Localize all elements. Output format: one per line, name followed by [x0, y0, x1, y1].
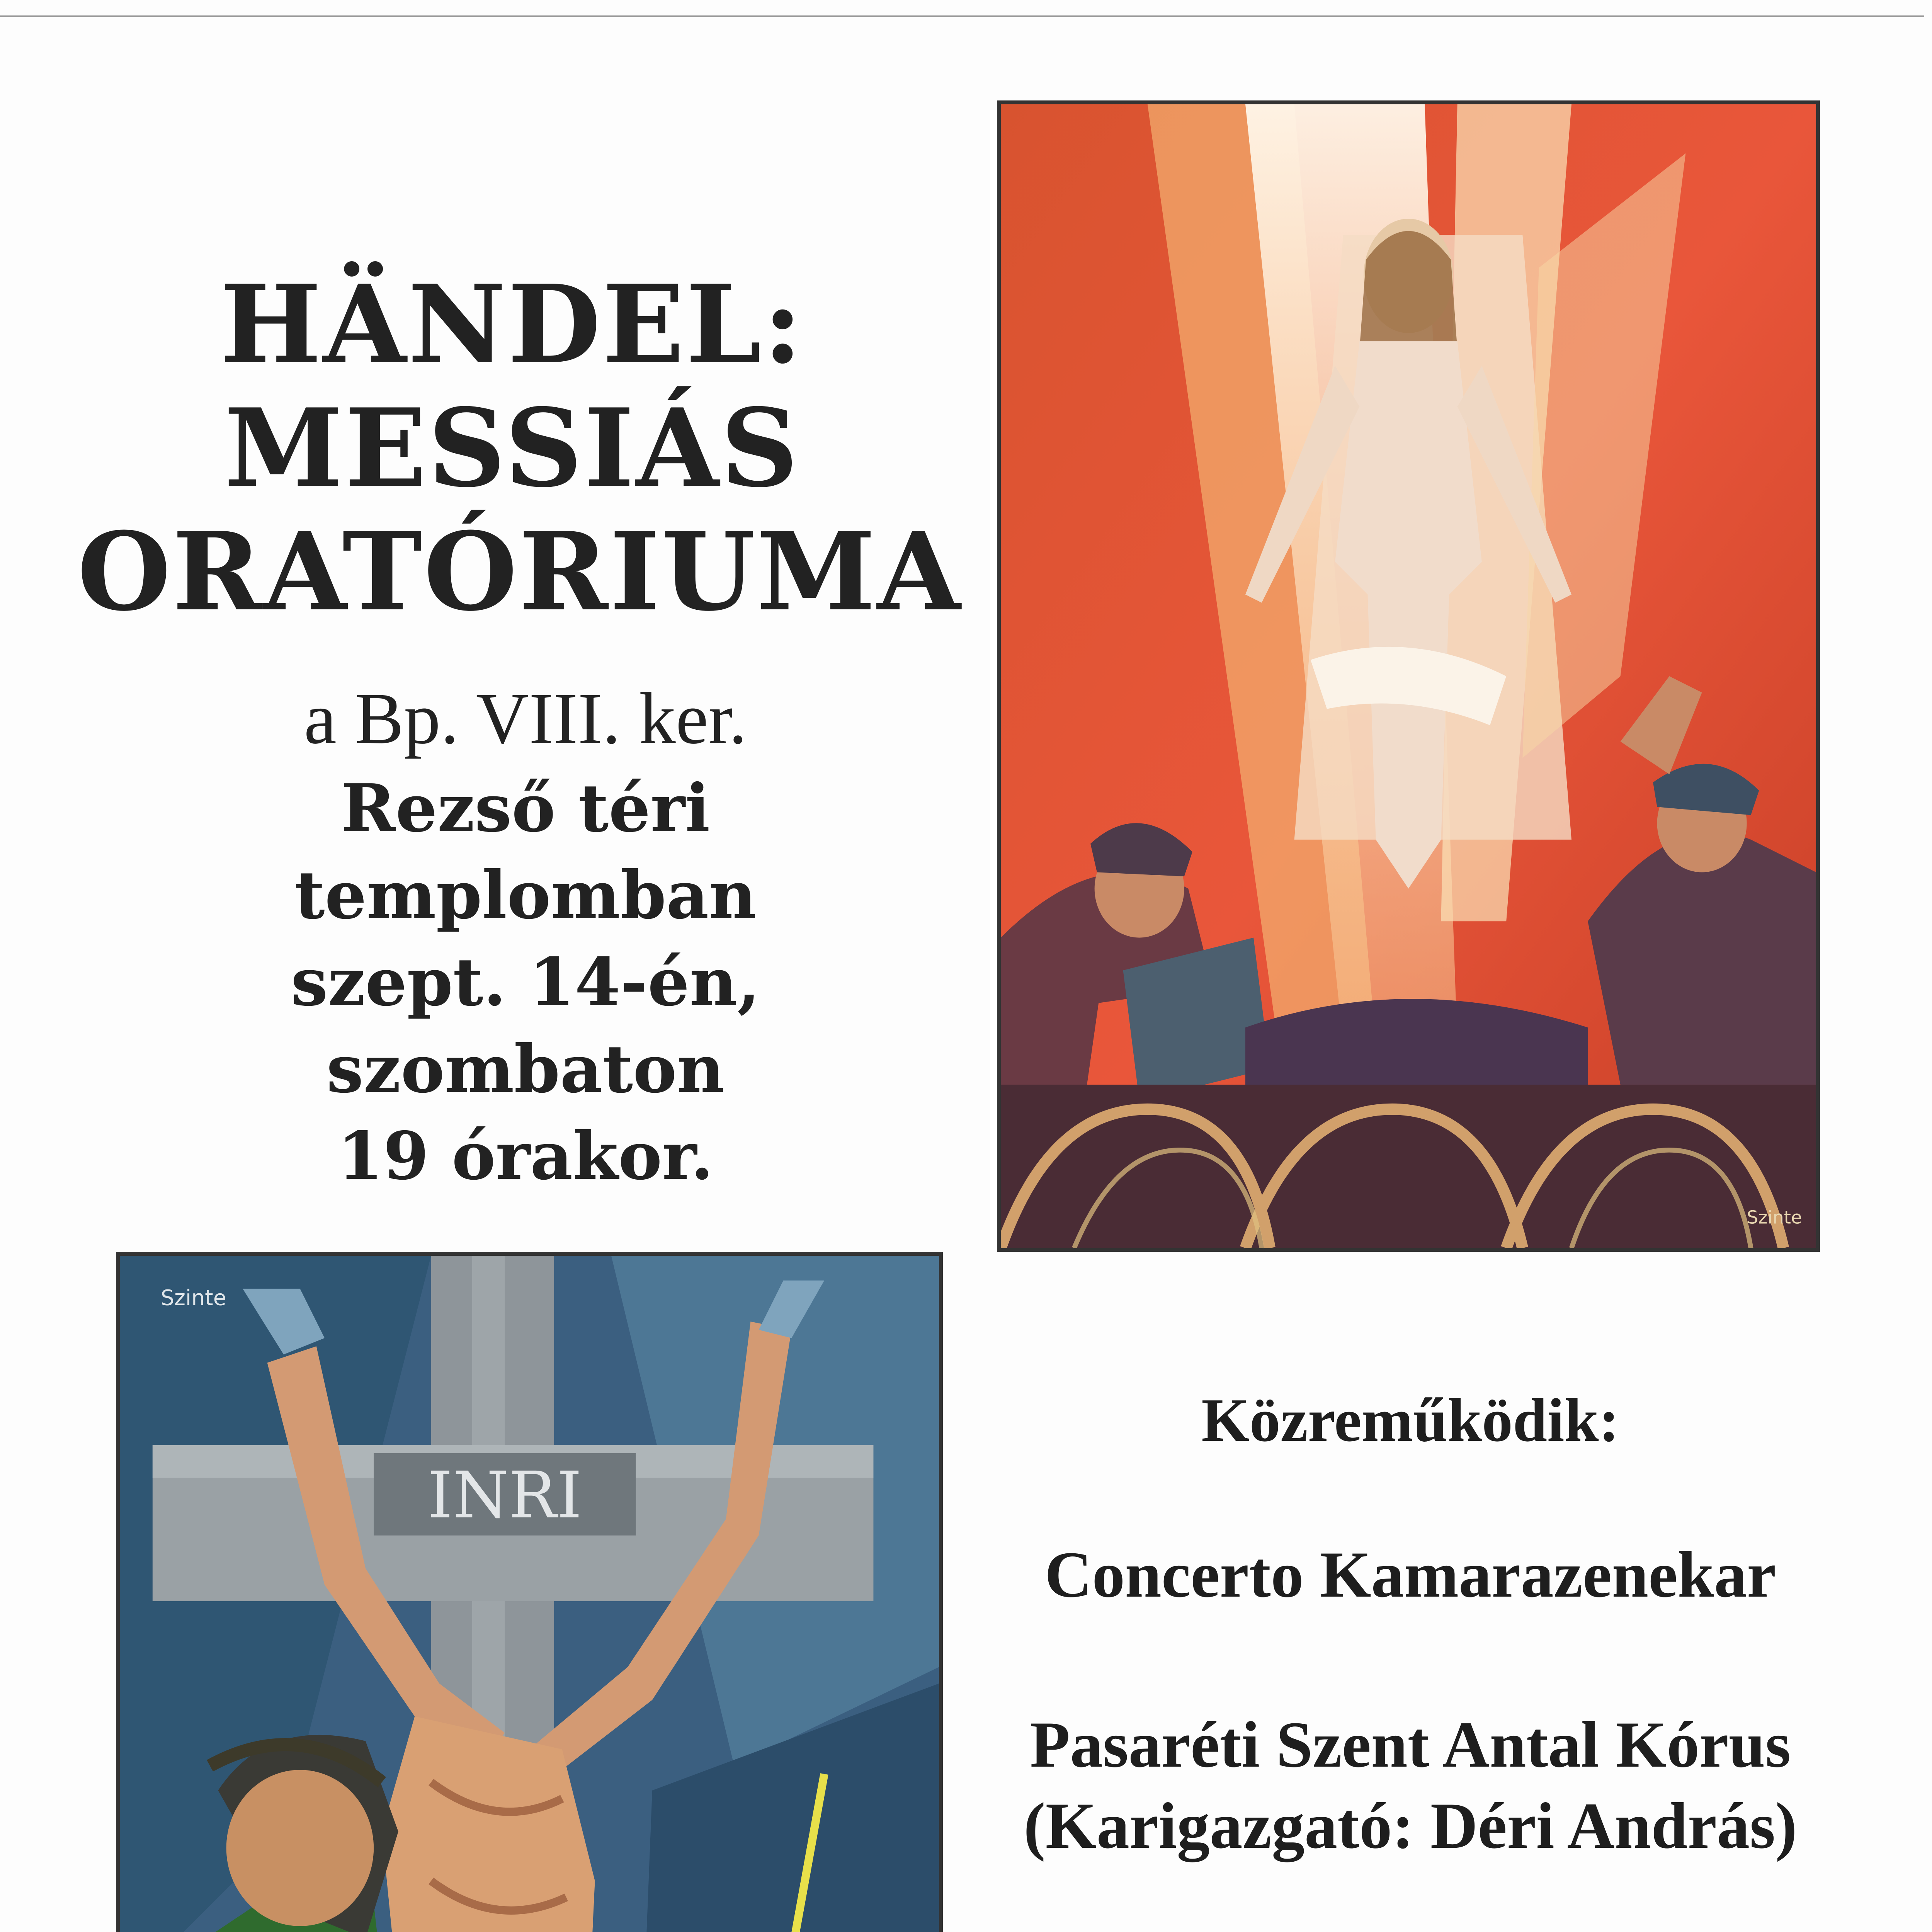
choir-director: (Karigazgató: Déri András) — [1024, 1789, 1797, 1862]
crucifixion-painting-art — [120, 1256, 939, 1932]
performers-block — [974, 1383, 1847, 1932]
title-line-work: MESSIÁS — [224, 385, 800, 511]
title-line-genre: ORATÓRIUMA — [77, 509, 962, 635]
concert-title — [77, 261, 962, 635]
title-line-composer: HÄNDEL: — [220, 261, 804, 388]
venue-district: a Bp. VIII. ker. — [304, 678, 747, 759]
crucifixion-painting — [116, 1252, 943, 1932]
choir-name: Pasaréti Szent Antal Kórus — [1030, 1708, 1791, 1781]
venue-place-line2: templomban — [294, 857, 757, 934]
concert-time: 19 órakor. — [337, 1117, 714, 1195]
concert-date: szept. 14-én, — [291, 944, 760, 1021]
performers-heading: Közreműködik: — [1201, 1386, 1619, 1454]
cross-inscription: INRI — [427, 1458, 582, 1533]
venue-place-line1: Rezső téri — [341, 770, 710, 847]
concert-weekday: szombaton — [326, 1031, 725, 1108]
resurrection-painting — [997, 100, 1820, 1252]
resurrection-painting-art — [1001, 104, 1816, 1248]
orchestra-name: Concerto Kamarazenekar — [1044, 1538, 1776, 1611]
top-painting-signature: Szinte — [1747, 1207, 1802, 1228]
venue-block — [232, 672, 819, 1200]
bottom-painting-signature: Szinte — [161, 1286, 226, 1311]
top-scan-rule — [0, 15, 1924, 17]
